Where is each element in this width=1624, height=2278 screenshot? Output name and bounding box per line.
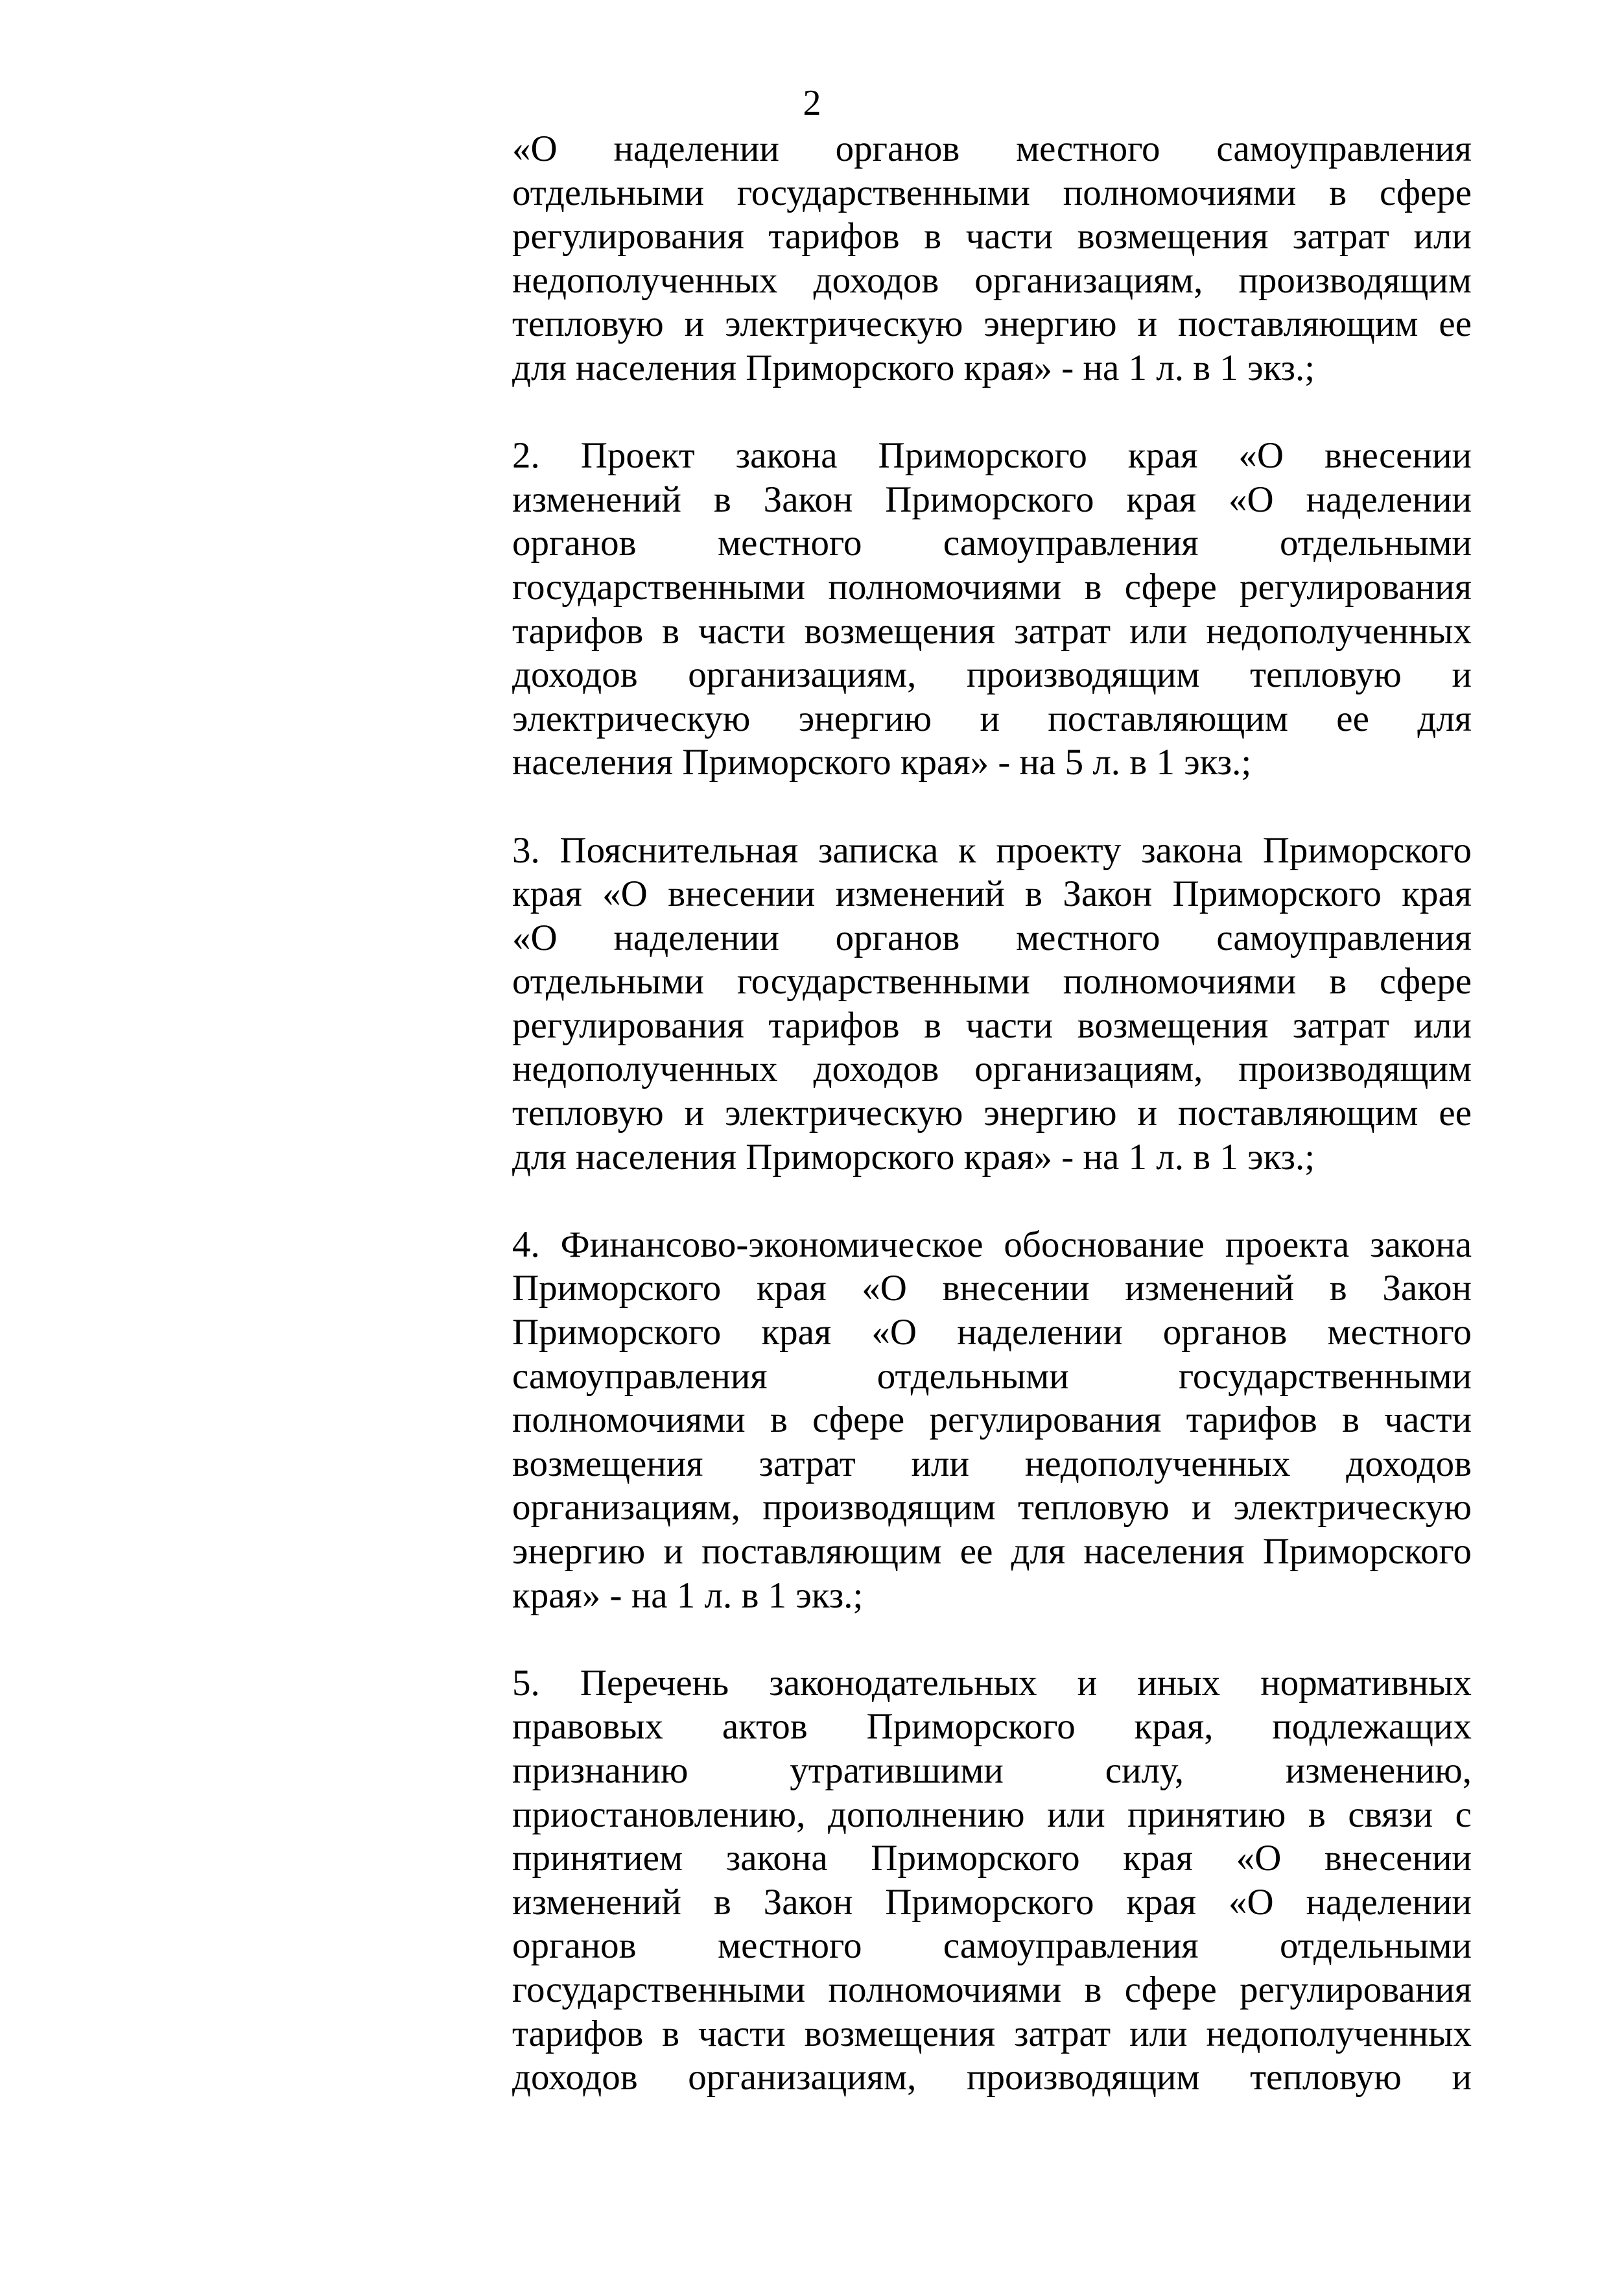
text-line: энергию и поставляющим ее для населения Приморского: [512, 1531, 1472, 1572]
text-line: электрическую энергию и поставляющим ее для: [512, 698, 1472, 739]
text-line: Приморского края «О наделении органов местного: [512, 1312, 1472, 1353]
text-line: для населения Приморского края» - на 1 л. в 1 экз.;: [512, 1136, 1315, 1178]
text-line: края «О внесении изменений в Закон Приморского края: [512, 873, 1472, 915]
text-line: органов местного самоуправления отдельными: [512, 1925, 1472, 1967]
text-line: 2. Проект закона Приморского края «О внесении: [512, 435, 1472, 477]
text-line: тарифов в части возмещения затрат или недополученных: [512, 610, 1472, 652]
text-line: отдельными государственными полномочиями в сфере: [512, 172, 1472, 213]
text-line: государственными полномочиями в сфере регулирования: [512, 1969, 1472, 2010]
text-line: принятием закона Приморского края «О внесении: [512, 1838, 1472, 1879]
text-line: изменений в Закон Приморского края «О наделении: [512, 1881, 1472, 1923]
list-item-paragraph: [512, 1223, 1472, 1617]
page-number: 2: [803, 83, 821, 123]
text-line: регулирования тарифов в части возмещения затрат или: [512, 1004, 1472, 1046]
text-line: приостановлению, дополнению или принятию в связи с: [512, 1794, 1472, 1835]
text-line: полномочиями в сфере регулирования тарифов в части: [512, 1399, 1472, 1441]
text-line: возмещения затрат или недополученных доходов: [512, 1443, 1472, 1484]
text-line: Приморского края «О внесении изменений в Закон: [512, 1268, 1472, 1309]
paragraph-gap: [512, 390, 1472, 434]
text-line: населения Приморского края» - на 5 л. в 1 экз.;: [512, 742, 1252, 783]
paragraph-gap: [512, 1179, 1472, 1223]
text-line: доходов организациям, производящим тепловую и: [512, 654, 1472, 696]
text-line: 5. Перечень законодательных и иных нормативных: [512, 1662, 1472, 1703]
text-line: тепловую и электрическую энергию и поставляющим ее: [512, 1093, 1472, 1134]
text-line: доходов организациям, производящим тепловую и: [512, 2057, 1472, 2098]
paragraph-gap: [512, 785, 1472, 829]
text-line: недополученных доходов организациям, производящим: [512, 259, 1472, 301]
text-line: правовых актов Приморского края, подлежащих: [512, 1706, 1472, 1748]
paragraph-gap: [512, 1617, 1472, 1661]
text-line: недополученных доходов организациям, производящим: [512, 1049, 1472, 1090]
text-line: тарифов в части возмещения затрат или недополученных: [512, 2013, 1472, 2054]
document-body: [512, 127, 1472, 2100]
text-line: изменений в Закон Приморского края «О наделении: [512, 479, 1472, 520]
text-line: самоуправления отдельными государственными: [512, 1355, 1472, 1397]
text-line: отдельными государственными полномочиями в сфере: [512, 961, 1472, 1003]
text-line: 3. Пояснительная записка к проекту закона Приморского: [512, 829, 1472, 871]
text-line: тепловую и электрическую энергию и поставляющим ее: [512, 303, 1472, 345]
text-line: признанию утратившими силу, изменению,: [512, 1750, 1472, 1791]
list-item-paragraph: [512, 829, 1472, 1180]
text-line: организациям, производящим тепловую и электрическую: [512, 1487, 1472, 1528]
text-line: «О наделении органов местного самоуправления: [512, 128, 1472, 169]
text-line: государственными полномочиями в сфере регулирования: [512, 566, 1472, 608]
text-line: регулирования тарифов в части возмещения затрат или: [512, 216, 1472, 257]
list-item-paragraph: [512, 127, 1472, 390]
text-line: края» - на 1 л. в 1 экз.;: [512, 1574, 864, 1616]
text-line: 4. Финансово-экономическое обоснование проекта закона: [512, 1224, 1472, 1265]
list-item-paragraph: [512, 1661, 1472, 2100]
text-line: для населения Приморского края» - на 1 л. в 1 экз.;: [512, 347, 1315, 388]
text-line: органов местного самоуправления отдельными: [512, 523, 1472, 564]
list-item-paragraph: [512, 434, 1472, 785]
text-line: «О наделении органов местного самоуправления: [512, 917, 1472, 958]
